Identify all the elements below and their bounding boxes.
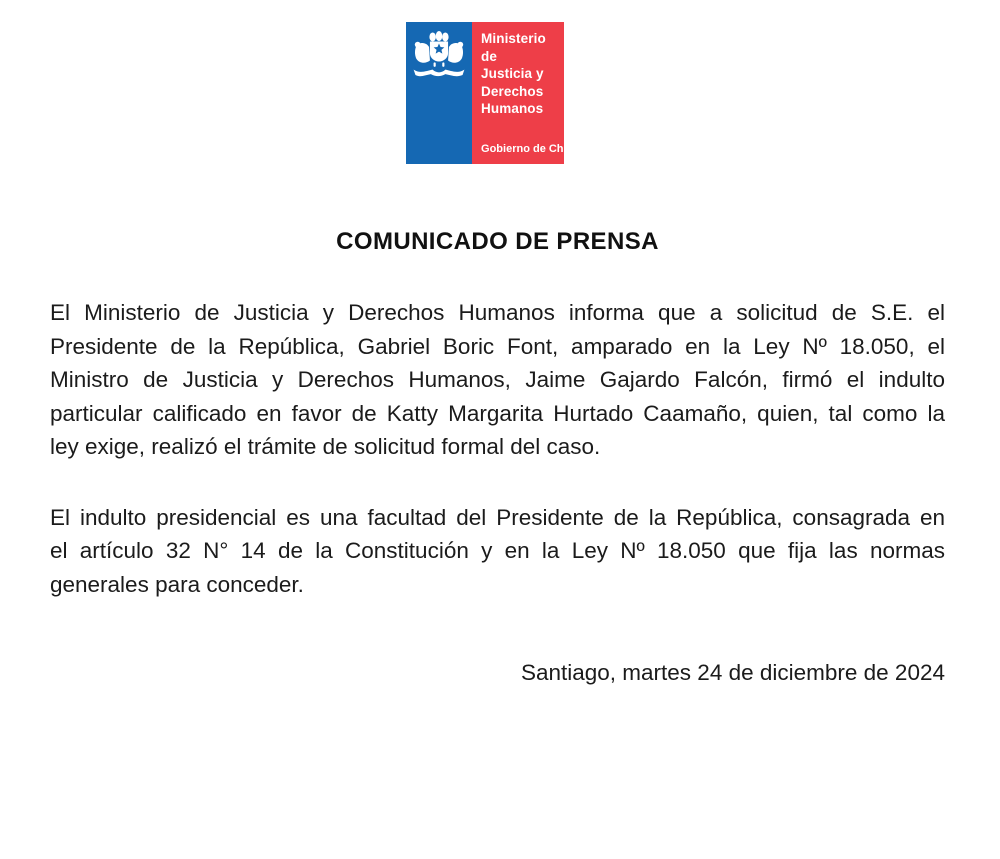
press-release-document [0,164,1000,690]
logo-red-panel [472,22,576,164]
text-line: El indulto presidencial es una facultad del Presidente de la República, consagrada en [50,504,945,530]
text-line: Derechos [481,83,544,99]
government-of-chile-label: Gobierno de Chile [481,143,576,155]
gobierno-de-chile-logo [406,22,576,164]
text-line: Ministro de Justicia y Derechos Humanos, Jaime Gajardo Falcón, firmó el indulto [50,367,945,392]
paragraph-1 [50,296,945,464]
logo-blue-panel [406,22,472,164]
text-line: El Ministerio de Justicia y Derechos Humanos informa que a solicitud de S.E. el [50,300,945,325]
dateline: Santiago, martes 24 de diciembre de 2024 [520,660,945,685]
chile-coat-of-arms-icon [410,30,468,87]
text-line: el artículo 32 N° 14 de la Constitución y en la Ley Nº 18.050 que fija las normas [50,538,945,563]
ministry-name [481,30,560,118]
text-line: particular calificado en favor de Katty Margarita Hurtado Caamaño, quien, tal como la [50,400,945,426]
text-line: Justicia y [481,66,544,81]
text-line: Humanos [481,101,544,116]
document-title: COMUNICADO DE PRENSA [336,228,659,255]
text-line: ley exige, realizó el trámite de solicitud formal del caso. [50,434,601,459]
paragraph-2 [50,501,945,602]
text-line: generales para conceder. [50,571,304,597]
text-line: Presidente de la República, Gabriel Boric Font, amparado en la Ley Nº 18.050, el [50,333,945,359]
text-line: Ministerio de [481,31,546,64]
